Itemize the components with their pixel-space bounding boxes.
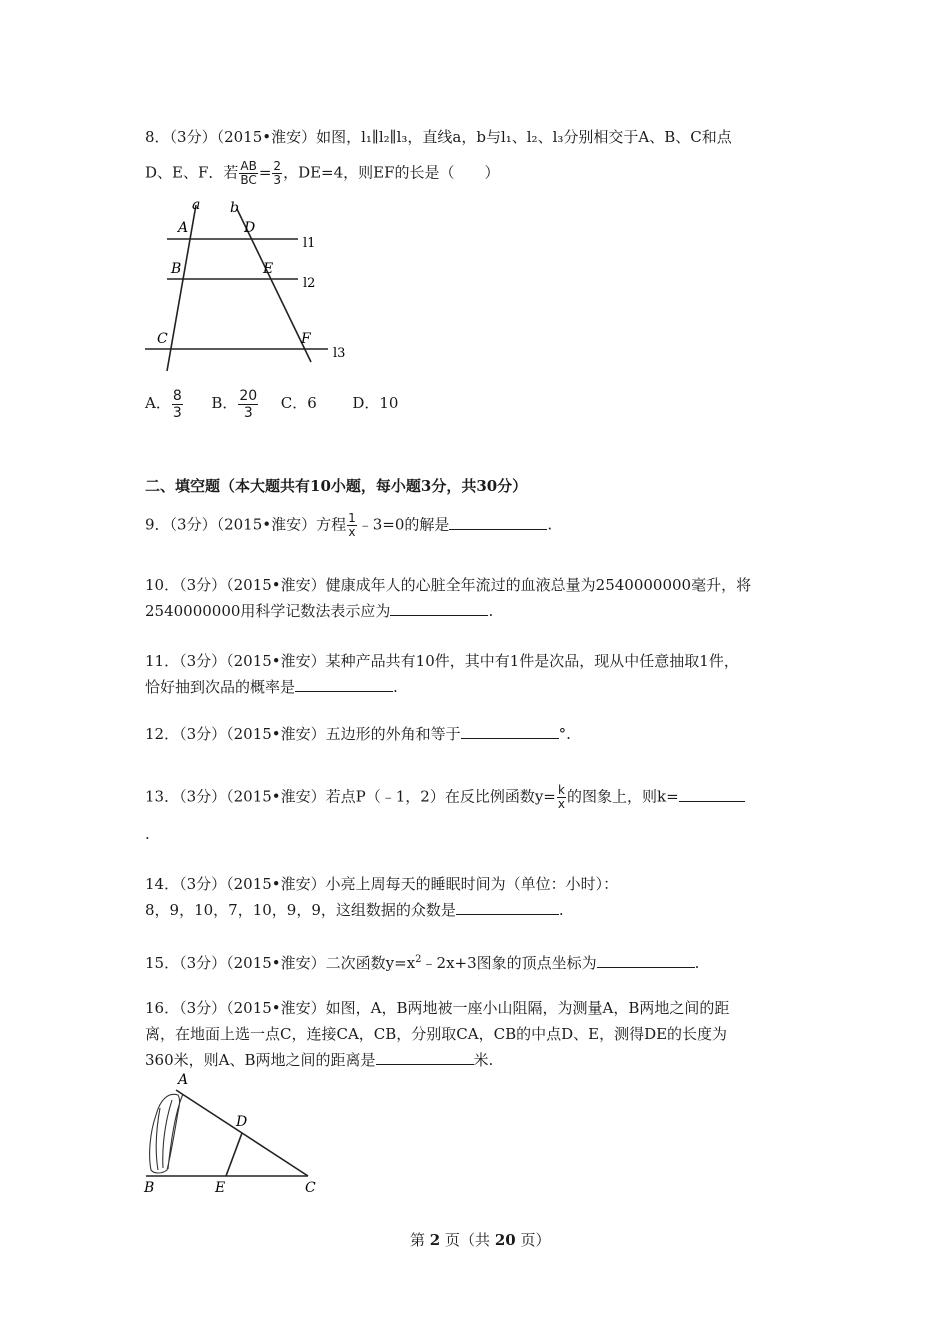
q8-line2 bbox=[145, 160, 500, 187]
label-C: C bbox=[305, 1180, 316, 1196]
q16-figure bbox=[138, 1070, 328, 1200]
page-total: 20 bbox=[494, 1231, 516, 1249]
q13-line2: . bbox=[145, 825, 150, 843]
label-B: B bbox=[144, 1180, 155, 1196]
label-E: E bbox=[215, 1180, 226, 1196]
q10-answer-blank[interactable] bbox=[390, 601, 488, 616]
q16-line1: 16．（3分）（2015•淮安）如图，A，B两地被一座小山阻隔，为测量A，B两地之间的距 bbox=[145, 999, 730, 1017]
q16-line2: 离，在地面上选一点C，连接CA，CB，分别取CA，CB的中点D、E，测得DE的长度为 bbox=[145, 1025, 728, 1043]
label-A: A bbox=[178, 1072, 189, 1088]
q12-answer-blank[interactable] bbox=[461, 724, 559, 739]
label-F: F bbox=[301, 331, 311, 347]
q8-line1: 8．（3分）（2015•淮安）如图，l₁∥l₂∥l₃，直线a，b与l₁、l₂、l₃分别相交于A、B、C和点 bbox=[145, 128, 732, 146]
q14-line1: 14．（3分）（2015•淮安）小亮上周每天的睡眠时间为（单位：小时）： bbox=[145, 875, 619, 893]
label-E: E bbox=[263, 261, 274, 277]
q12: 12．（3分）（2015•淮安）五边形的外角和等于 °. bbox=[145, 725, 571, 743]
option-a-fraction: $\frac{8}{3}$ bbox=[172, 387, 182, 421]
q15: 15．（3分）（2015•淮安）二次函数$y=x^2﹣2x+3$图象的顶点坐标为 . bbox=[145, 954, 700, 972]
label-a: a bbox=[192, 197, 201, 213]
q14-answer-blank[interactable] bbox=[456, 900, 559, 915]
q15-answer-blank[interactable] bbox=[597, 953, 695, 968]
q10-line2: 2540000000用科学记数法表示应为 . bbox=[145, 602, 494, 620]
q13: 13．（3分）（2015•淮安）若点P（﹣1，2）在反比例函数y= $\frac{k}{x}$ 的图象上，则k= bbox=[145, 784, 745, 811]
page-footer: 第 2 页（共 20 页） bbox=[410, 1231, 551, 1249]
option-b-label: B． bbox=[211, 394, 238, 412]
label-C: C bbox=[157, 331, 168, 347]
q16-answer-blank[interactable] bbox=[376, 1050, 474, 1065]
q8-figure bbox=[140, 195, 355, 375]
option-d: D．10 bbox=[352, 394, 399, 412]
q8-fraction-ab-bc: $\frac{AB}{BC}$ bbox=[240, 159, 257, 187]
label-l2: l2 bbox=[303, 276, 316, 291]
label-A: A bbox=[178, 220, 189, 236]
q13-answer-blank[interactable] bbox=[679, 787, 745, 802]
segment-de bbox=[226, 1133, 242, 1176]
option-a-label: A． bbox=[145, 394, 171, 412]
q9: 9．（3分）（2015•淮安）方程 $\frac{1}{x}$ ﹣3=0的解是 . bbox=[145, 511, 553, 539]
q8-line2-post: ，DE=4，则EF的长是（ ） bbox=[283, 163, 500, 182]
hill-shape bbox=[150, 1094, 183, 1173]
label-b: b bbox=[230, 200, 239, 216]
label-B: B bbox=[171, 261, 182, 277]
option-c: C．6 bbox=[280, 394, 317, 412]
q9-answer-blank[interactable] bbox=[449, 515, 547, 530]
q14-line2: 8，9，10，7，10，9，9，这组数据的众数是 . bbox=[145, 901, 564, 919]
q16-line3: 360米，则A、B两地之间的距离是 米. bbox=[145, 1051, 494, 1069]
q8-line2-pre: D、E、F．若 bbox=[145, 163, 239, 182]
q11-line1: 11．（3分）（2015•淮安）某种产品共有10件，其中有1件是次品，现从中任意抽取1件， bbox=[145, 652, 739, 670]
q11-line2: 恰好抽到次品的概率是 . bbox=[145, 678, 398, 696]
label-D: D bbox=[236, 1114, 248, 1130]
q8-options bbox=[145, 386, 398, 421]
q8-fraction-2-3: $\frac{2}{3}$ bbox=[273, 159, 282, 187]
label-D: D bbox=[244, 220, 256, 236]
label-l3: l3 bbox=[333, 346, 346, 361]
q8-equals: = bbox=[258, 163, 272, 182]
page-number: 2 bbox=[429, 1231, 441, 1249]
q9-fraction: $\frac{1}{x}$ bbox=[348, 511, 356, 539]
q13-fraction: $\frac{k}{x}$ bbox=[557, 783, 565, 811]
label-l1: l1 bbox=[303, 236, 316, 251]
q15-exponent: 2 bbox=[415, 954, 422, 965]
option-b-fraction: $\frac{20}{3}$ bbox=[239, 387, 258, 421]
section2-title: 二、填空题（本大题共有10小题，每小题3分，共30分） bbox=[145, 477, 528, 495]
q10-line1: 10．（3分）（2015•淮安）健康成年人的心脏全年流过的血液总量为2540000000毫升，将 bbox=[145, 576, 752, 594]
q11-answer-blank[interactable] bbox=[295, 677, 393, 692]
